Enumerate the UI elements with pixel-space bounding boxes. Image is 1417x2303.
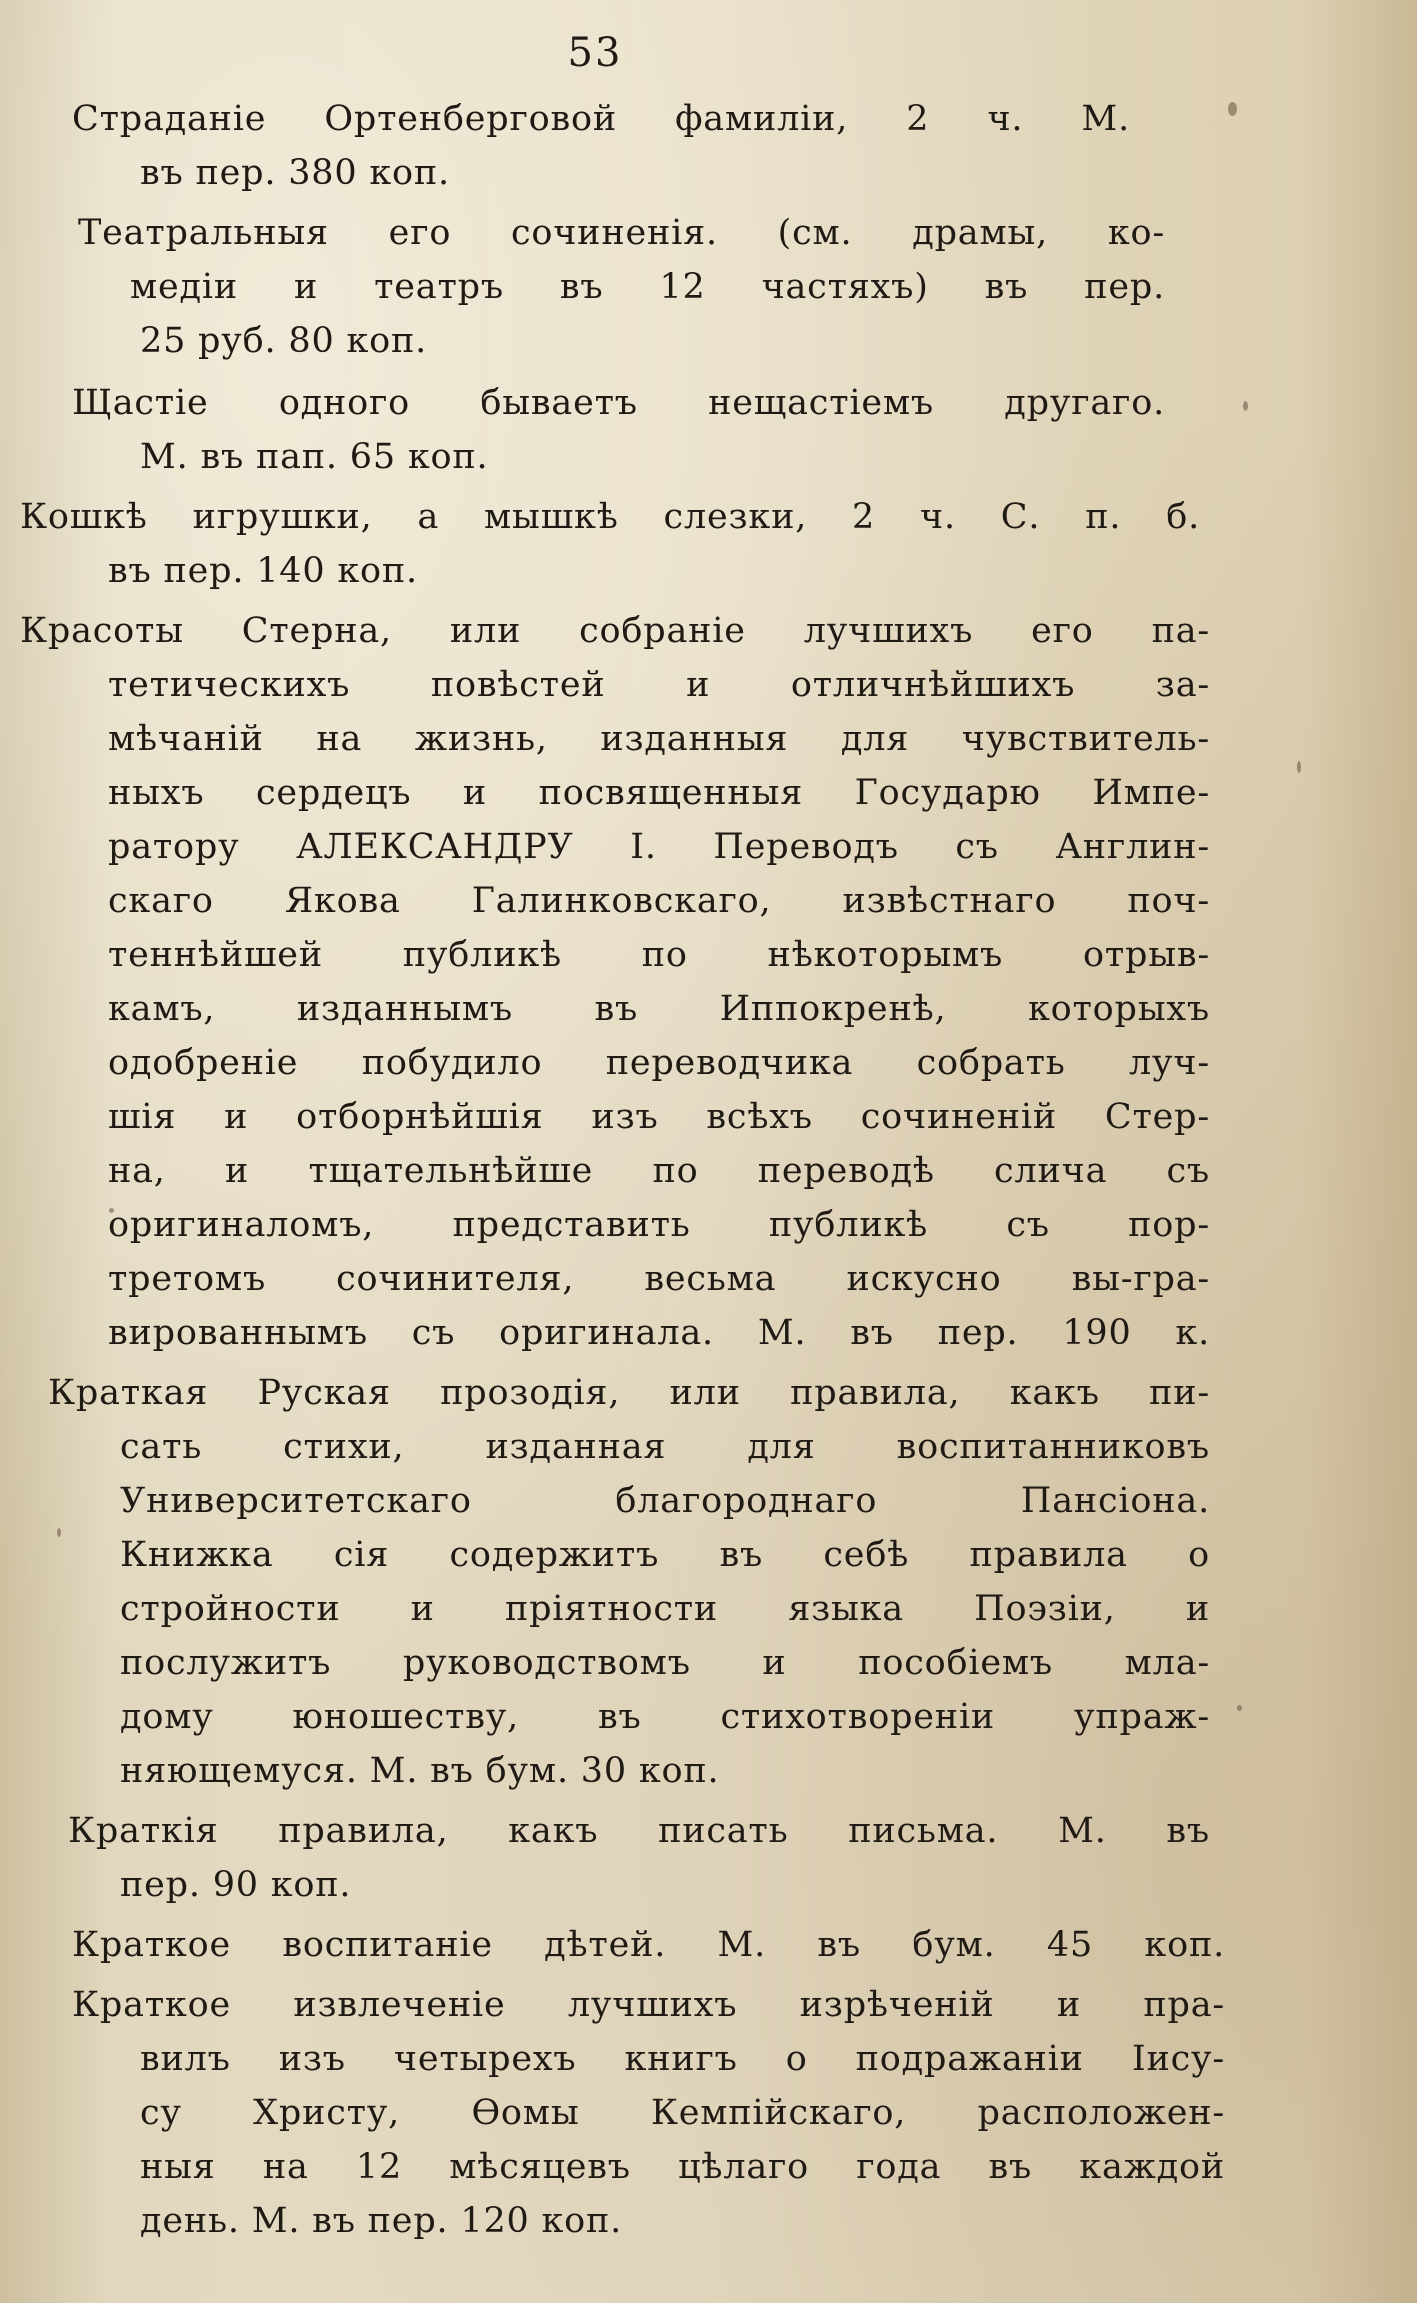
entry-line: дому юношеству, въ стихотвореніи упраж- xyxy=(120,1697,1210,1737)
entry-line: оригиналомъ, представить публикѣ съ пор- xyxy=(108,1205,1210,1245)
catalog-entry xyxy=(20,490,1240,598)
entry-line: Щастіе одного бываетъ нещастіемъ другаго. xyxy=(72,383,1165,423)
catalog-entry xyxy=(20,604,1240,1360)
entry-line: день. М. въ пер. 120 коп. xyxy=(140,2201,623,2241)
ink-speck xyxy=(1228,102,1237,116)
entry-line: Красоты Стерна, или собраніе лучшихъ его па- xyxy=(20,611,1210,651)
entry-line: Краткое воспитаніе дѣтей. М. въ бум. 45 коп. xyxy=(72,1925,1225,1965)
catalog-entry xyxy=(20,92,1240,200)
entry-line: скаго Якова Галинковскаго, извѣстнаго поч- xyxy=(108,881,1210,921)
ink-speck xyxy=(109,1208,114,1213)
ink-speck xyxy=(1297,761,1301,773)
entry-line: Книжка сія содержитъ въ себѣ правила о xyxy=(120,1535,1210,1575)
entry-line: Краткія правила, какъ писать письма. М. въ xyxy=(68,1811,1210,1851)
entry-line: вилъ изъ четырехъ книгъ о подражаніи Іису- xyxy=(140,2039,1225,2079)
ink-speck xyxy=(1237,1705,1242,1711)
catalog-entry xyxy=(20,206,1240,368)
entry-line: су Христу, Ѳомы Кемпійскаго, расположен- xyxy=(140,2093,1225,2133)
catalog-entries xyxy=(20,92,1240,2248)
entry-line: мѣчаній на жизнь, изданныя для чувствитель- xyxy=(108,719,1210,759)
entry-line: Краткое извлеченіе лучшихъ изрѣченій и пра- xyxy=(72,1985,1225,2025)
entry-line: теннѣйшей публикѣ по нѣкоторымъ отрыв- xyxy=(108,935,1210,975)
entry-line: ныя на 12 мѣсяцевъ цѣлаго года въ каждой xyxy=(140,2147,1225,2187)
entry-line: 25 руб. 80 коп. xyxy=(140,321,428,361)
entry-line: стройности и пріятности языка Поэзіи, и xyxy=(120,1589,1210,1629)
catalog-entry xyxy=(20,1978,1240,2248)
entry-line: Кошкѣ игрушки, а мышкѣ слезки, 2 ч. С. п. б. xyxy=(20,497,1200,537)
entry-line: третомъ сочинителя, весьма искусно вы-гра- xyxy=(108,1259,1210,1299)
entry-line: Краткая Руская прозодія, или правила, какъ пи- xyxy=(48,1373,1210,1413)
entry-line: въ пер. 380 коп. xyxy=(140,153,450,193)
entry-line: М. въ пап. 65 коп. xyxy=(140,437,489,477)
entry-line: послужитъ руководствомъ и пособіемъ мла- xyxy=(120,1643,1210,1683)
ink-speck xyxy=(1243,401,1248,411)
catalog-entry xyxy=(20,376,1240,484)
entry-line: на, и тщательнѣйше по переводѣ слича съ xyxy=(108,1151,1210,1191)
entry-line: Страданіе Ортенберговой фамиліи, 2 ч. М. xyxy=(72,99,1130,139)
entry-line: одобреніе побудило переводчика собрать луч- xyxy=(108,1043,1210,1083)
catalog-entry xyxy=(20,1918,1240,1972)
entry-line: пер. 90 коп. xyxy=(120,1865,352,1905)
entry-line: ныхъ сердецъ и посвященныя Государю Импе- xyxy=(108,773,1210,813)
entry-line: вированнымъ съ оригинала. М. въ пер. 190 к. xyxy=(108,1313,1210,1353)
entry-line: сать стихи, изданная для воспитанниковъ xyxy=(120,1427,1210,1467)
catalog-entry xyxy=(20,1366,1240,1798)
entry-line: няющемуся. М. въ бум. 30 коп. xyxy=(120,1751,720,1791)
entry-line: Театральныя его сочиненія. (см. драмы, ко- xyxy=(78,213,1165,253)
entry-line: шія и отборнѣйшія изъ всѣхъ сочиненій Стер- xyxy=(108,1097,1210,1137)
ink-speck xyxy=(57,1528,61,1537)
page-number: 53 xyxy=(567,30,623,76)
entry-line: въ пер. 140 коп. xyxy=(108,551,418,591)
entry-line: медіи и театръ въ 12 частяхъ) въ пер. xyxy=(130,267,1165,307)
entry-line: ратору АЛЕКСАНДРУ I. Переводъ съ Англин- xyxy=(108,827,1210,867)
entry-line: тетическихъ повѣстей и отличнѣйшихъ за- xyxy=(108,665,1210,705)
entry-line: Университетскаго благороднаго Пансіона. xyxy=(120,1481,1210,1521)
entry-line: камъ, изданнымъ въ Иппокренѣ, которыхъ xyxy=(108,989,1210,1029)
catalog-entry xyxy=(20,1804,1240,1912)
